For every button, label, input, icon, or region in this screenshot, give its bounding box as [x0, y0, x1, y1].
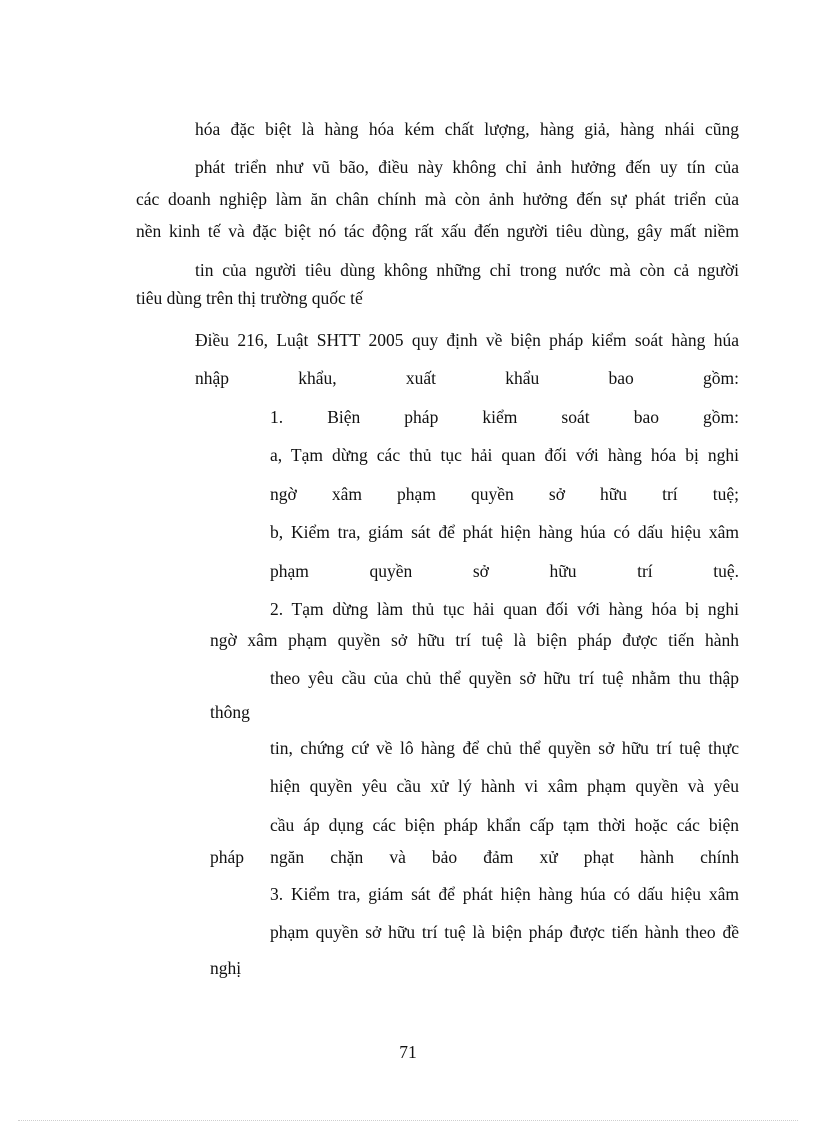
text-line: phạm quyền sở hữu trí tuệ. [270, 561, 739, 581]
text-line: ngờ xâm phạm quyền sở hữu trí tuệ; [270, 484, 739, 504]
page-number: 71 [399, 1042, 417, 1062]
text-line: tiêu dùng trên thị trường quốc tế [136, 288, 363, 308]
text-line: a, Tạm dừng các thủ tục hải quan đối với hàng hóa bị nghi [270, 445, 739, 465]
text-line: tin của người tiêu dùng không những chỉ trong nước mà còn cả người [195, 260, 739, 280]
text-line: cầu áp dụng các biện pháp khẩn cấp tạm thời hoặc các biện [270, 815, 739, 835]
text-line: b, Kiểm tra, giám sát để phát hiện hàng húa có dấu hiệu xâm [270, 522, 739, 542]
text-line: phạm quyền sở hữu trí tuệ là biện pháp được tiến hành theo đề [270, 922, 739, 942]
text-line: nhập khẩu, xuất khẩu bao gồm: [195, 368, 739, 388]
text-line: nghị [210, 958, 242, 978]
text-line: Điều 216, Luật SHTT 2005 quy định về biện pháp kiểm soát hàng húa [195, 330, 739, 350]
text-line: phát triển như vũ bão, điều này không chỉ ảnh hưởng đến uy tín của [195, 157, 739, 177]
text-line: tin, chứng cứ về lô hàng để chủ thể quyền sở hữu trí tuệ thực [270, 738, 739, 758]
text-line: ngờ xâm phạm quyền sở hữu trí tuệ là biện pháp được tiến hành [210, 630, 739, 650]
text-line: 2. Tạm dừng làm thủ tục hải quan đối với hàng hóa bị nghi [270, 599, 739, 619]
text-line: 3. Kiểm tra, giám sát để phát hiện hàng húa có dấu hiệu xâm [270, 884, 739, 904]
text-line: hóa đặc biệt là hàng hóa kém chất lượng, hàng giả, hàng nhái cũng [195, 119, 739, 139]
text-line: pháp ngăn chặn và bảo đảm xử phạt hành chính [210, 847, 739, 867]
text-line: các doanh nghiệp làm ăn chân chính mà còn ảnh hưởng đến sự phát triển của [136, 189, 739, 209]
text-line: thông [210, 702, 250, 722]
text-line: hiện quyền yêu cầu xử lý hành vi xâm phạm quyền và yêu [270, 776, 739, 796]
text-line: theo yêu cầu của chủ thể quyền sở hữu trí tuệ nhằm thu thập [270, 668, 739, 688]
footer-divider [18, 1120, 798, 1121]
text-line: nền kinh tế và đặc biệt nó tác động rất xấu đến người tiêu dùng, gây mất niềm [136, 221, 739, 241]
text-line: 1. Biện pháp kiểm soát bao gồm: [270, 407, 739, 427]
